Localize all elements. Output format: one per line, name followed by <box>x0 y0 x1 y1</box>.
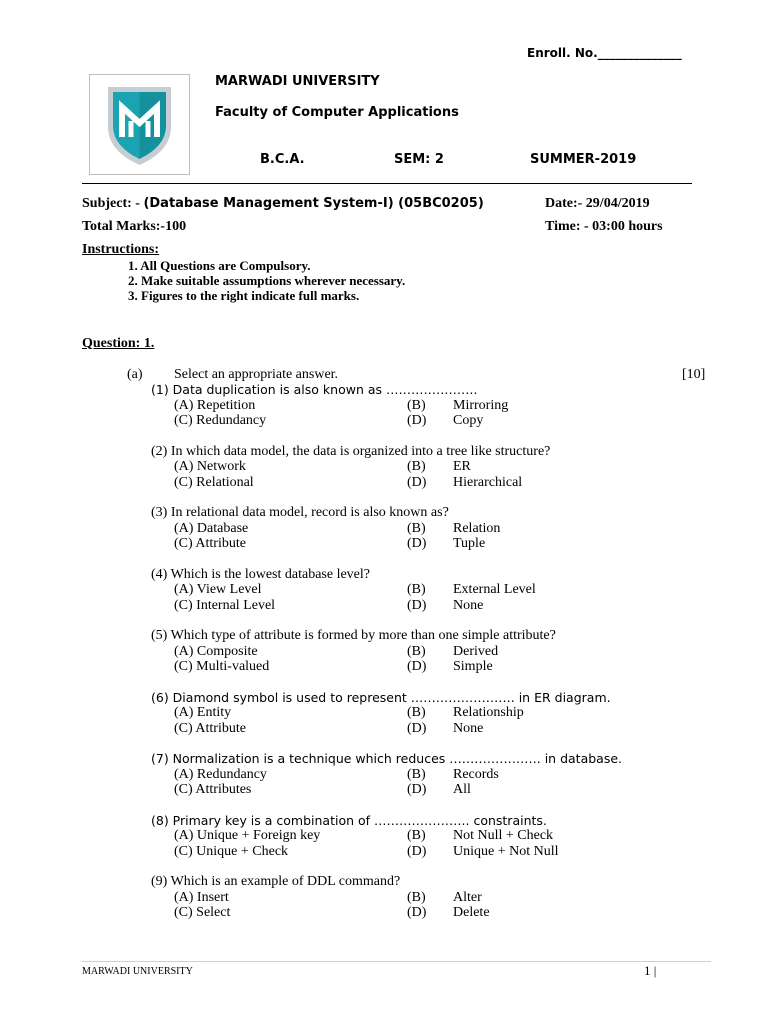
option-b-label: (B) <box>407 643 426 659</box>
option-c: (C) Internal Level <box>174 597 276 613</box>
question-text: (7) Normalization is a technique which reduces …………………. in database. <box>151 751 623 766</box>
option-b-label: (B) <box>407 828 426 843</box>
option-d-label: (D) <box>407 843 427 859</box>
question-text: (8) Primary key is a combination of ………………….. constraints. <box>151 812 547 828</box>
option-c: (C) Attributes <box>174 782 252 797</box>
question-text: (4) Which is the lowest database level? <box>151 566 370 582</box>
option-c: (C) Attribute <box>174 720 246 736</box>
shield-logo-icon <box>90 75 189 174</box>
option-d: All <box>453 782 471 797</box>
page-number: 1 | <box>644 963 657 978</box>
option-d-label: (D) <box>407 659 427 674</box>
option-a: (A) View Level <box>174 582 262 597</box>
question-heading: Question: 1. <box>82 336 155 351</box>
option-d: Unique + Not Null <box>453 843 559 859</box>
option-d: Simple <box>453 659 493 674</box>
option-d: None <box>453 720 484 736</box>
university-name: MARWADI UNIVERSITY <box>215 74 380 89</box>
option-b-label: (B) <box>407 397 426 413</box>
option-b: Not Null + Check <box>453 828 554 843</box>
header-divider <box>82 183 692 184</box>
option-d-label: (D) <box>407 597 427 613</box>
exam-duration: Time: - 03:00 hours <box>545 219 663 234</box>
university-logo <box>89 74 190 175</box>
instruction-item: 3. Figures to the right indicate full marks. <box>128 288 360 303</box>
option-b-label: (B) <box>407 520 426 536</box>
option-a: (A) Entity <box>174 705 232 720</box>
option-d: Delete <box>453 905 490 920</box>
option-d: Tuple <box>453 536 486 551</box>
option-d-label: (D) <box>407 474 427 490</box>
option-d-label: (D) <box>407 720 427 736</box>
option-b-label: (B) <box>407 889 426 905</box>
option-d-label: (D) <box>407 413 427 428</box>
option-a: (A) Repetition <box>174 397 256 413</box>
option-c: (C) Attribute <box>174 536 246 551</box>
subject-value: (Database Management System-I) (05BC0205) <box>143 196 484 211</box>
subject-label: Subject: - <box>82 196 144 211</box>
footer-divider <box>82 961 711 962</box>
option-d: Hierarchical <box>453 474 523 490</box>
option-d-label: (D) <box>407 536 427 551</box>
option-c: (C) Multi-valued <box>174 659 270 674</box>
question-text: (5) Which type of attribute is formed by more than one simple attribute? <box>151 628 556 643</box>
option-c: (C) Relational <box>174 474 254 490</box>
option-d-label: (D) <box>407 782 427 797</box>
question-text: (1) Data duplication is also known as …………………. <box>151 382 478 397</box>
option-b: Mirroring <box>453 397 509 413</box>
course-name: B.C.A. <box>260 152 305 167</box>
part-instruction: Select an appropriate answer. <box>174 367 339 382</box>
option-a: (A) Redundancy <box>174 766 267 782</box>
option-a: (A) Insert <box>174 889 229 905</box>
option-b: External Level <box>453 582 536 597</box>
footer-university: MARWADI UNIVERSITY <box>82 966 193 977</box>
option-c: (C) Select <box>174 905 231 920</box>
instructions-heading: Instructions: <box>82 242 160 257</box>
option-d-label: (D) <box>407 905 427 920</box>
option-b: Relationship <box>453 705 524 720</box>
question-text: (3) In relational data model, record is also known as? <box>151 505 449 520</box>
subject-line <box>82 196 484 212</box>
question-text: (2) In which data model, the data is organized into a tree like structure? <box>151 443 551 459</box>
option-d: Copy <box>453 413 484 428</box>
enrollment-number-field: Enroll. No.______________ <box>527 46 682 60</box>
option-b-label: (B) <box>407 705 426 720</box>
option-b: Derived <box>453 643 499 659</box>
exam-date: Date:- 29/04/2019 <box>545 196 650 211</box>
instruction-item: 2. Make suitable assumptions wherever necessary. <box>128 273 406 288</box>
part-label: (a) <box>127 367 143 382</box>
total-marks: Total Marks:-100 <box>82 219 187 234</box>
question-text: (6) Diamond symbol is used to represent ……………………. in ER diagram. <box>151 689 611 705</box>
option-b-label: (B) <box>407 766 426 782</box>
option-c: (C) Unique + Check <box>174 843 289 859</box>
option-b: Relation <box>453 520 501 536</box>
part-marks: [10] <box>682 367 706 382</box>
option-a: (A) Database <box>174 520 249 536</box>
option-a: (A) Network <box>174 459 246 474</box>
option-a: (A) Unique + Foreign key <box>174 828 321 843</box>
option-b: ER <box>453 459 471 474</box>
option-d: None <box>453 597 484 613</box>
option-b: Records <box>453 766 499 782</box>
question-text: (9) Which is an example of DDL command? <box>151 874 401 889</box>
semester: SEM: 2 <box>394 152 444 167</box>
option-b: Alter <box>453 889 482 905</box>
option-c: (C) Redundancy <box>174 413 267 428</box>
instruction-item: 1. All Questions are Compulsory. <box>128 258 311 273</box>
faculty-name: Faculty of Computer Applications <box>215 105 459 120</box>
option-a: (A) Composite <box>174 643 258 659</box>
option-b-label: (B) <box>407 459 426 474</box>
option-b-label: (B) <box>407 582 426 597</box>
exam-session: SUMMER-2019 <box>530 152 637 167</box>
